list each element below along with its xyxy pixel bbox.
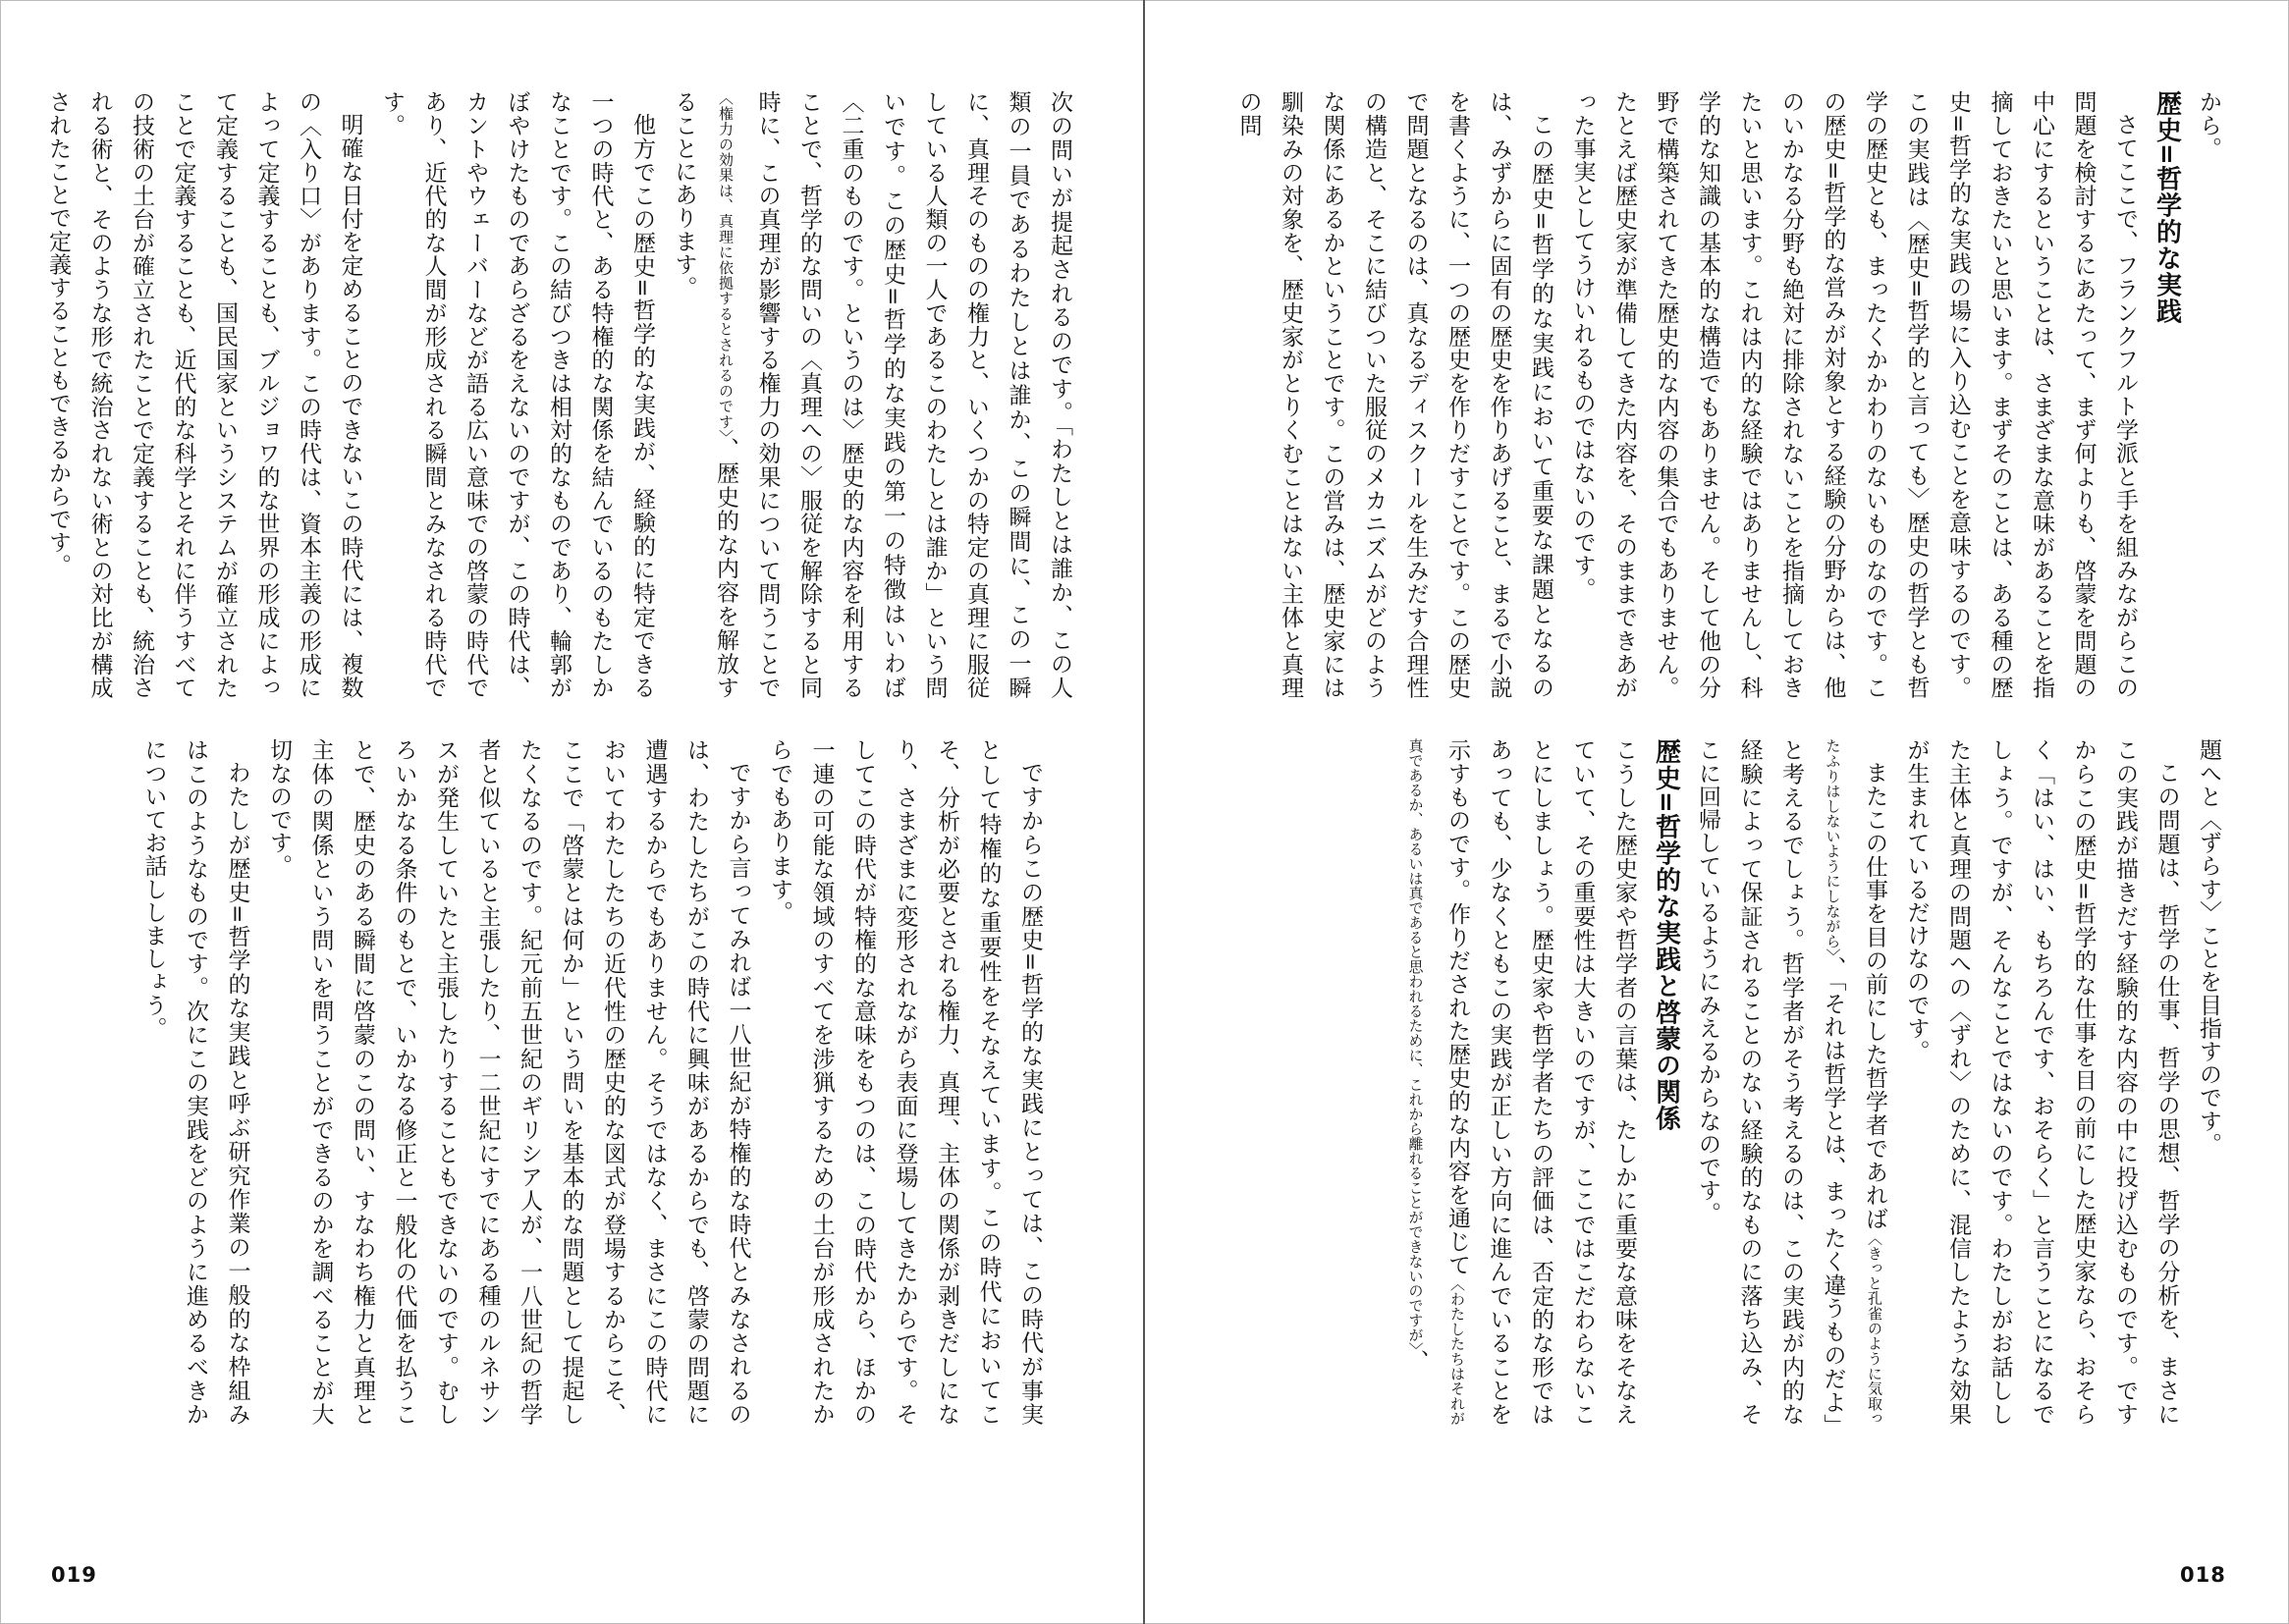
inline-note: 〈わたしたちはそれが真であるか、あるいは真であると思われるために、これから離れることができないのですが〉 [1406, 738, 1466, 1426]
page-number-right: 018 [2180, 1563, 2226, 1587]
paragraph: 他方でこの歴史=哲学的な実践が、経験的に特定できる一つの時代と、ある特権的な関係を結んでいるのもたしかなことです。この結びつきは相対的なものであり、輪郭がぼやけたものであらざるをえないのですが、この時代は、カントやウェーバーなどが語る広い意味での啓蒙の時代であり、近代的な人間が形成される瞬間とみなされる時代です。 [379, 90, 655, 699]
section-heading: 歴史=哲学的な実践と啓蒙の関係 [1651, 738, 1681, 1132]
paragraph: わたしが歴史=哲学的な実践と呼ぶ研究作業の一般的な枠組みはこのようなものです。次にこの実践をどのように進めるべきかについてお話ししましょう。 [140, 738, 250, 1426]
paragraph: この歴史=哲学的な実践において重要な課題となるのは、みずからに固有の歴史を作りあげること、まるで小説を書くように、一つの歴史を作りだすことです。この歴史で問題となるのは、真なるディスクールを生みだす合理性の構造と、そこに結びついた服従のメカニズムがどのような関係にあるかということです。この営みは、歴史家には馴染みの対象を、歴史家がとりくむことはない主体と真理の問 [1235, 90, 1553, 699]
text-run: 、 [1402, 1349, 1429, 1374]
text-run: 、歴史的な内容を解放することにあります。 [671, 90, 738, 700]
page-number-left: 019 [51, 1563, 97, 1587]
inline-note: 〈きっと孔雀のように気取ったふりはしないようにしながら〉 [1824, 738, 1883, 1426]
paragraph [1394, 738, 1645, 1426]
paragraph [663, 90, 1080, 699]
page-019-lower-text [59, 738, 1051, 1426]
section-heading: 歴史=哲学的な実践 [2152, 90, 2182, 325]
inline-note: 〈権力の効果は、真理に依拠するとされるのです〉 [717, 90, 735, 438]
paragraph: ですから言ってみれば一八世紀が特権的な時代とみなされるのは、わたしたちがこの時代に興味があるからでも、啓蒙の問題に遭遇するからでもありません。そうではなく、まさにこの時代においてわたしたちの近代性の歴史的な図式が登場するからこそ、ここで「啓蒙とは何か」という問いを基本的な問題として提起したくなるのです。紀元前五世紀のギリシア人が、一八世紀の哲学者と似ていると主張したり、一二世紀にすでにある種のルネサンスが発生していたと主張したりすることもできないのです。むしろいかなる条件のもとで、いかなる修正と一般化の代価を払うことで、歴史のある瞬間に啓蒙のこの問い、すなわち権力と真理と主体の関係という問いを問うことができるのかを調べることが大切なのです。 [266, 738, 751, 1426]
paragraph: この問題は、哲学の仕事、哲学の思想、哲学の分析を、まさにこの実践が描きだす経験的な内容の中に投げ込むものです。ですからこの歴史=哲学的な仕事を目の前にした歴史家なら、おそらく「はい、はい、もちろんです、おそらく」と言うことになるでしょう。ですが、そんなことではないのです。わたしがお話しした主体と真理の問題への〈ずれ〉のために、混信したような効果が生まれているだけなのです。 [1903, 738, 2180, 1426]
text-run: またこの仕事を目の前にした哲学者であれば [1862, 761, 1887, 1231]
paragraph: ですからこの歴史=哲学的な実践にとっては、この時代が事実として特権的な重要性をそなえています。この時代においてこそ、分析が必要とされる権力、真理、主体の関係が剥きだしになり、さまざまに変形されながら表面に登場してきたからです。そしてこの時代が特権的な意味をもつのは、この時代から、ほかの一連の可能な領域のすべてを涉猟するための土台が形成されたからでもあります。 [767, 738, 1043, 1426]
page-019-upper-text [45, 90, 1080, 700]
page-018-upper-text [1208, 90, 2229, 699]
paragraph: 題へと〈ずらす〉ことを目指すのです。 [2196, 738, 2221, 1156]
paragraph: さてここで、フランクフルト学派と手を組みながらこの問題を検討するにあたって、まず何よりも、啓蒙を問題の中心にするということは、さまざまな意味があることを指摘しておきたいと思います。まずそのことは、ある種の歴史=哲学的な実践の場に入り込むことを意味するのです。この実践は〈歴史=哲学的と言っても〉歴史の哲学とも哲学の歴史とも、まったくかかわりのないものなのです。この歴史=哲学的な営みが対象とする経験の分野からは、他のいかなる分野も絶対に排除されないことを指摘しておきたいと思います。これは内的な経験ではありませんし、科学的な知識の基本的な構造でもありません。そして他の分野で構築されてきた歴史的な内容の集合でもありません。たとえば歴史家が準備してきた内容を、そのままできあがった事実としてうけいれるものではないのです。 [1569, 90, 2138, 699]
page-018-lower-text [1237, 738, 2229, 1426]
paragraph: 明確な日付を定めることのできないこの時代には、複数の〈入り口〉があります。この時代は、資本主義の形成によって定義することも、ブルジョワ的な世界の形成によって定義することも、国民国家というシステムが確立されたことで定義することも、近代的な科学とそれに伴うすべての技術の土台が確立されたことで定義することも、統治される術と、そのような形で統治されない術との対比が構成されたことで定義することもできるからです。 [45, 90, 363, 699]
paragraph [1687, 738, 1896, 1426]
text-run: 、「それは哲学とは、まったく違うものだよ」と考えるでしょう。哲学者がそう考えるのは、この実践が内的な経験によって保証されることのない経験的なものに落ち込み、そこに回帰しているようにみえるからなのです。 [1695, 738, 1846, 1427]
text-run: こうした歴史家や哲学者の言葉は、たしかに重要な意味をそなえていて、その重要性は大きいのですが、ここではこだわらないことにしましょう。歴史家や哲学者たちの評価は、否定的な形ではあっても、少なくともこの実践が正しい方向に進んでいることを示すものです。作りだされた歴史的な内容を通じて [1444, 738, 1637, 1426]
paragraph: から。 [2196, 90, 2221, 160]
text-run: 次の問いが提起されるのです。「わたしとは誰か、この人類の一員であるわたしとは誰か、この瞬間に、この一瞬に、真理そのものの権力と、いくつかの特定の真理に服従している人類の一人であるこのわたしとは誰か」という問いです。この歴史=哲学的な実践の第一の特徴はいわば〈二重のものです。というのは〉歴史的な内容を利用することで、哲学的な問いの〈真理への〉服従を解除すると同時に、この真理が影響する権力の効果について問うことで [754, 90, 1072, 699]
